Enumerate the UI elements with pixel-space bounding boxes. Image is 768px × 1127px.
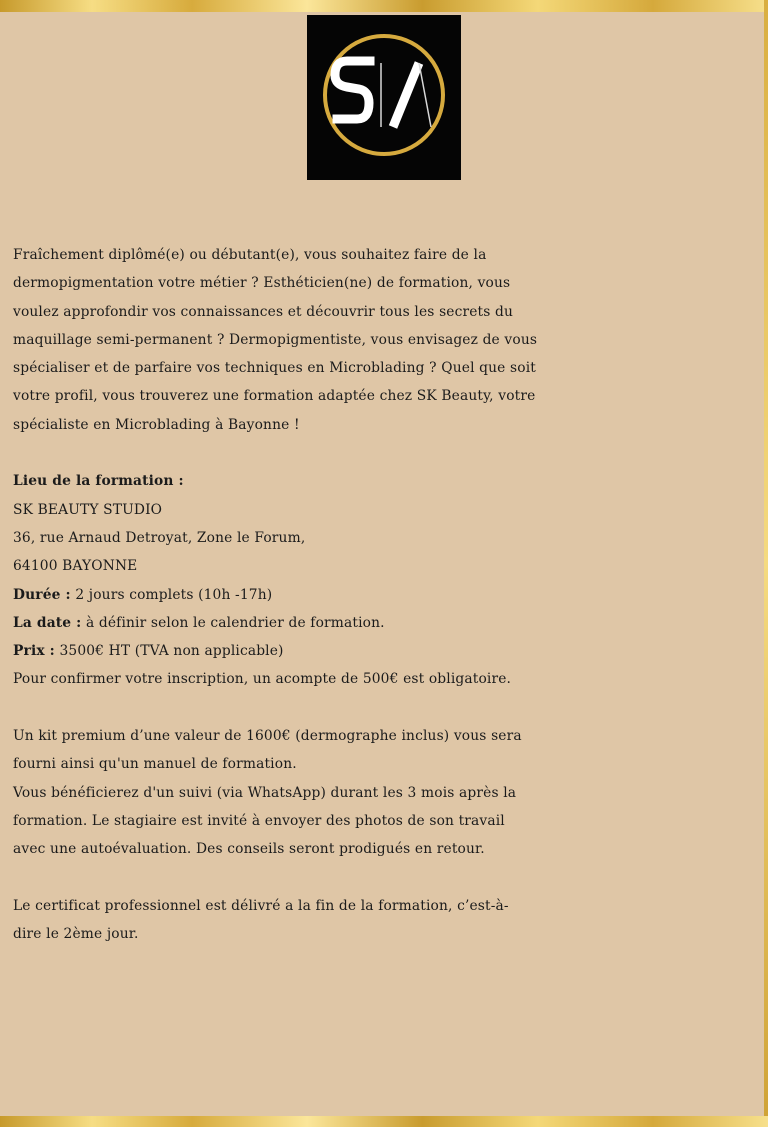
course-description — [13, 241, 763, 948]
price-label: Prix : — [13, 643, 55, 660]
duration-value: 2 jours complets (10h -17h) — [70, 586, 273, 603]
details-section — [13, 467, 763, 693]
text-line: Vous bénéficierez d'un suivi (via WhatsApp) durant les 3 mois après la — [13, 784, 517, 801]
price-value: 3500€ HT (TVA non applicable) — [54, 643, 284, 660]
certificate-paragraph — [13, 892, 763, 949]
date-value: à définir selon le calendrier de formation. — [81, 614, 385, 631]
location-heading: Lieu de la formation : — [13, 473, 184, 490]
text-line: voulez approfondir vos connaissances et découvrir tous les secrets du — [13, 303, 514, 320]
text-line: Le certificat professionnel est délivré a la fin de la formation, c’est-à- — [13, 897, 509, 914]
date-label: La date : — [13, 614, 82, 631]
text-line: dermopigmentation votre métier ? Esthéticien(ne) de formation, vous — [13, 275, 511, 292]
text-line: Fraîchement diplômé(e) ou débutant(e), vous souhaitez faire de la — [13, 247, 487, 263]
date-row — [13, 609, 763, 637]
kit-paragraph — [13, 722, 763, 863]
gold-right-border — [764, 0, 768, 1127]
intro-paragraph — [13, 241, 763, 439]
studio-city: 64100 BAYONNE — [13, 558, 138, 575]
studio-name: SK BEAUTY STUDIO — [13, 501, 163, 518]
gold-bottom-border — [0, 1116, 768, 1127]
text-line: spécialiser et de parfaire vos techniques en Microblading ? Quel que soit — [13, 360, 536, 377]
sk-logo — [307, 15, 461, 180]
price-row — [13, 637, 763, 665]
deposit-text: Pour confirmer votre inscription, un acompte de 500€ est obligatoire. — [13, 671, 512, 688]
text-line: dire le 2ème jour. — [13, 926, 139, 943]
gold-top-border — [0, 0, 768, 12]
text-line: votre profil, vous trouverez une formation adaptée chez SK Beauty, votre — [13, 388, 536, 405]
text-line: Un kit premium d’une valeur de 1600€ (dermographe inclus) vous sera — [13, 728, 522, 745]
text-line: fourni ainsi qu'un manuel de formation. — [13, 756, 297, 773]
text-line: avec une autoévaluation. Des conseils seront prodigués en retour. — [13, 841, 485, 858]
duration-label: Durée : — [13, 586, 71, 603]
studio-street: 36, rue Arnaud Detroyat, Zone le Forum, — [13, 529, 306, 546]
duration-row — [13, 581, 763, 609]
text-line: maquillage semi-permanent ? Dermopigmentiste, vous envisagez de vous — [13, 331, 538, 348]
text-line: spécialiste en Microblading à Bayonne ! — [13, 416, 300, 433]
text-line: formation. Le stagiaire est invité à envoyer des photos de son travail — [13, 812, 505, 829]
